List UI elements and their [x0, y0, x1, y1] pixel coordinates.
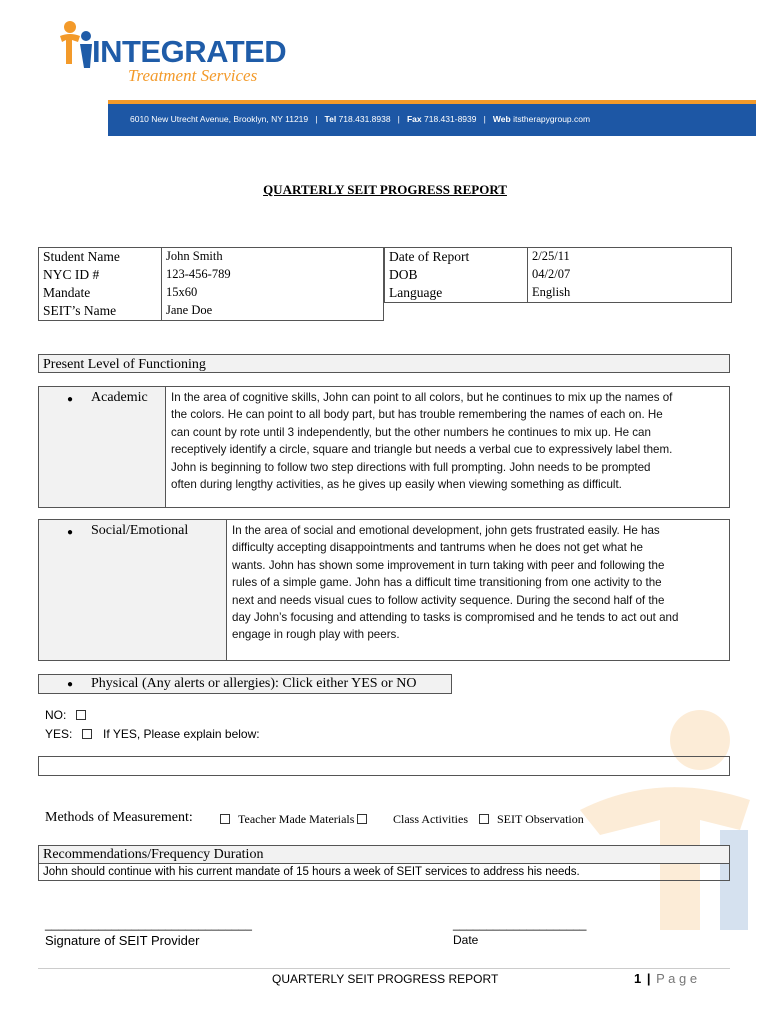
report-info-row [385, 284, 732, 303]
report-info-row [385, 248, 732, 267]
recommendations-text[interactable]: John should continue with his current mandate of 15 hours a week of SEIT services to address his needs. [38, 863, 730, 881]
bullet-icon: ● [67, 527, 74, 538]
contact-banner: 6010 New Utrecht Avenue, Brooklyn, NY 11219 | Tel 718.431.8938 | Fax 718.431-8939 | Web itstherapygroup.com [108, 100, 756, 136]
yes-label: YES: [45, 727, 73, 741]
text-line: day John’s focusing and attending to tasks is compromised and he tends to act out and [232, 611, 679, 625]
nyc-id-value[interactable]: 123-456-789 [162, 266, 384, 284]
logo-wordmark: INTEGRATED [92, 34, 287, 69]
text-line: next and needs visual cues to follow activity sequence. During the second half of the [232, 593, 665, 607]
student-info-table [38, 247, 384, 321]
student-info-row [39, 266, 384, 284]
field-label: DOB [385, 266, 528, 284]
academic-label-cell [39, 387, 166, 507]
physical-label-cell [38, 674, 452, 694]
page-sep: | [646, 971, 651, 986]
student-info-row [39, 302, 384, 321]
field-label: Student Name [39, 248, 162, 267]
banner-address: 6010 New Utrecht Avenue, Brooklyn, NY 11219 [130, 114, 309, 124]
field-label: SEIT’s Name [39, 302, 162, 321]
text-line: difficulty accepting disappointments and tantrums when he does not get what he [232, 541, 643, 555]
academic-label: Academic [91, 390, 148, 405]
teacher-materials-checkbox[interactable] [220, 814, 230, 824]
student-info-row [39, 248, 384, 267]
signature-line[interactable]: _______________________________ [45, 917, 252, 931]
option-label: Teacher Made Materials [238, 812, 355, 826]
page-num: 1 [634, 971, 642, 986]
field-label: Language [385, 284, 528, 303]
text-line: the colors. He can point to all body part, but has trouble remembering the names of each on. He [171, 408, 663, 422]
report-info-table [384, 247, 732, 303]
bullet-icon: ● [67, 394, 74, 405]
logo-subtitle: Treatment Services [128, 66, 258, 85]
web-url[interactable]: itstherapygroup.com [513, 114, 591, 124]
tel-number: 718.431.8938 [338, 114, 391, 124]
allergy-explanation-field[interactable] [38, 756, 730, 776]
fax-number: 718.431-8939 [424, 114, 477, 124]
report-title: QUARTERLY SEIT PROGRESS REPORT [263, 182, 507, 197]
option-label: Class Activities [393, 812, 468, 826]
text-line: John is beginning to follow two step directions with full prompting. John needs to be prompted [171, 460, 651, 474]
web-label: Web [492, 114, 511, 124]
text-line: wants. John has shown some improvement in turn taking with peer and following the [232, 558, 665, 572]
language-value[interactable]: English [528, 284, 732, 303]
academic-section [38, 386, 730, 508]
no-label: NO: [45, 708, 67, 722]
field-label: NYC ID # [39, 266, 162, 284]
physical-label: Physical (Any alerts or allergies): Click either YES or NO [91, 676, 417, 691]
banner-accent-stripe [108, 100, 756, 104]
yes-option [45, 727, 260, 741]
methods-option-class [393, 812, 584, 827]
report-date-value[interactable]: 2/25/11 [528, 248, 732, 267]
dob-value[interactable]: 04/2/07 [528, 266, 732, 284]
explain-prompt: If YES, Please explain below: [103, 727, 260, 741]
social-text[interactable] [232, 522, 728, 644]
page-number [634, 971, 697, 986]
methods-option-teacher [220, 812, 367, 827]
text-line: can count by rote until 3 independently, but the other numbers he continues to mix up. He can [171, 425, 651, 439]
tel-label: Tel [324, 114, 337, 124]
date-label: Date [453, 933, 479, 947]
signature-label: Signature of SEIT Provider [45, 933, 200, 948]
report-info-row [385, 266, 732, 284]
seit-observation-checkbox[interactable] [479, 814, 489, 824]
field-label: Mandate [39, 284, 162, 302]
recommendations-heading: Recommendations/Frequency Duration [38, 845, 730, 863]
student-info-row [39, 284, 384, 302]
text-line: engage in rough play with peers. [232, 628, 400, 642]
footer-divider [38, 968, 730, 969]
text-line: rules of a simple game. John has a difficult time transitioning from one activity to the [232, 576, 662, 590]
text-line: In the area of cognitive skills, John can point to all colors, but he continues to mix up the names of [171, 391, 673, 404]
text-line: In the area of social and emotional development, john gets frustrated easily. He has [232, 524, 660, 537]
bullet-icon: ● [67, 679, 74, 690]
text-line: receptively identify a circle, square and triangle but needs a verbal cue to expressively label them. [171, 443, 673, 457]
social-emotional-section [38, 519, 730, 661]
date-line[interactable]: ____________________ [453, 917, 587, 931]
student-name-value[interactable]: John Smith [162, 248, 384, 267]
text-line: often during lengthy activities, as he gives up easily when viewing something as difficult. [171, 478, 622, 492]
footer-title: QUARTERLY SEIT PROGRESS REPORT [272, 972, 499, 986]
fax-label: Fax [406, 114, 422, 124]
option-label: SEIT Observation [497, 812, 584, 826]
field-label: Date of Report [385, 248, 528, 267]
no-option [45, 708, 86, 722]
social-label: Social/Emotional [91, 523, 189, 538]
mandate-value[interactable]: 15x60 [162, 284, 384, 302]
methods-label: Methods of Measurement: [45, 810, 193, 825]
class-activities-checkbox[interactable] [357, 814, 367, 824]
social-label-cell [39, 520, 227, 660]
no-checkbox[interactable] [76, 710, 86, 720]
present-level-heading: Present Level of Functioning [38, 354, 730, 373]
page-word: P a g e [656, 971, 698, 986]
seit-name-value[interactable]: Jane Doe [162, 302, 384, 321]
academic-text[interactable] [171, 389, 731, 493]
yes-checkbox[interactable] [82, 729, 92, 739]
